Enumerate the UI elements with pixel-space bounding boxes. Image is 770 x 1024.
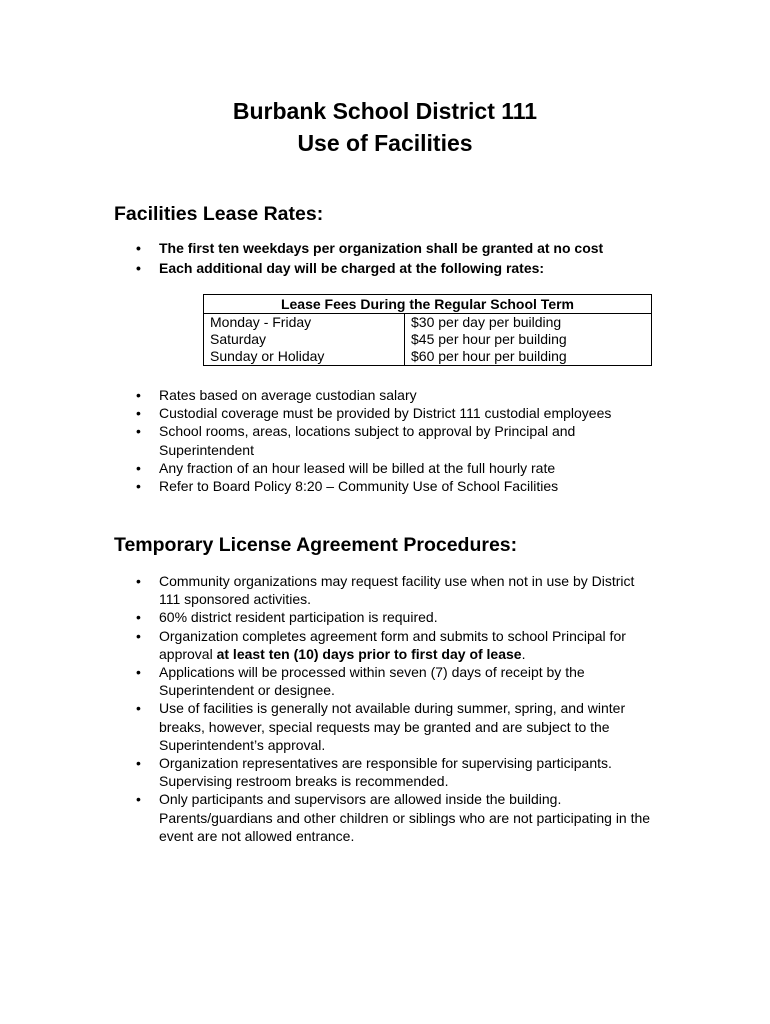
- list-item: • The first ten weekdays per organization shall be granted at no cost: [159, 238, 679, 258]
- list-item: • 60% district resident participation is required.: [159, 608, 654, 626]
- list-item: • Applications will be processed within seven (7) days of receipt by the Superintendent or designee.: [159, 663, 654, 699]
- approval-text-end: .: [521, 645, 526, 662]
- lease-fees-table: [203, 294, 652, 366]
- table-cell-day: Monday - Friday: [204, 314, 405, 332]
- list-item: • Refer to Board Policy 8:20 – Community Use of School Facilities: [159, 477, 659, 495]
- table-cell-day: Saturday: [204, 331, 405, 348]
- list-item: • Custodial coverage must be provided by District 111 custodial employees: [159, 404, 659, 422]
- list-item: [159, 627, 654, 663]
- list-item: • Each additional day will be charged at the following rates:: [159, 258, 679, 278]
- table-cell-day: Sunday or Holiday: [204, 348, 405, 366]
- document-title: [0, 95, 770, 159]
- lease-deadline-emphasis: at least ten (10) days prior to first day of lease: [216, 645, 522, 662]
- table-header: Lease Fees During the Regular School Term: [204, 295, 652, 314]
- list-item: • Only participants and supervisors are allowed inside the building. Parents/guardians and other children or siblings who are not participating in the event are not allowed entrance.: [159, 790, 654, 845]
- list-item: • Community organizations may request facility use when not in use by District 111 sponsored activities.: [159, 572, 654, 608]
- list-item: • Any fraction of an hour leased will be billed at the full hourly rate: [159, 459, 659, 477]
- document-subtitle: Use of Facilities: [297, 130, 473, 156]
- approval-text: Organization completes agreement form and submits to school Principal for approval: [159, 627, 626, 662]
- table-row: [204, 314, 652, 332]
- table-cell-rate: $60 per hour per building: [405, 348, 652, 366]
- table-cell-rate: $45 per hour per building: [405, 331, 652, 348]
- list-item: • Use of facilities is generally not available during summer, spring, and winter breaks, however, special requests may be granted and are subject to the Superintendent’s approval.: [159, 699, 654, 754]
- table-cell-rate: $30 per day per building: [405, 314, 652, 332]
- procedures-list: [135, 572, 654, 845]
- table-row: [204, 331, 652, 348]
- lease-intro-list: [135, 238, 679, 278]
- list-item: • Rates based on average custodian salary: [159, 386, 659, 404]
- district-name: Burbank School District 111: [232, 98, 538, 124]
- lease-rates-heading: Facilities Lease Rates:: [114, 203, 324, 225]
- list-item: • School rooms, areas, locations subject to approval by Principal and Superintendent: [159, 422, 629, 458]
- table-row: [204, 348, 652, 366]
- procedures-heading: Temporary License Agreement Procedures:: [114, 534, 518, 556]
- lease-notes-list: [135, 386, 659, 495]
- list-item: • Organization representatives are responsible for supervising participants. Supervising restroom breaks is recommended.: [159, 754, 654, 790]
